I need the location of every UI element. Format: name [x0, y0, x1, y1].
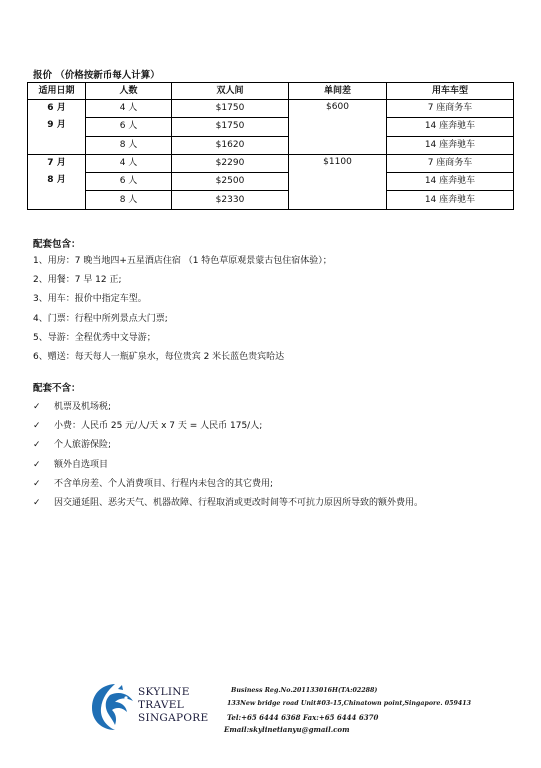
list-item [33, 475, 423, 494]
list-item-text: 额外自选项目 [54, 459, 109, 470]
single-supplement-cell: $1100 [289, 154, 387, 209]
check-icon: ✓ [33, 459, 41, 470]
month-label: 7 月 [47, 157, 66, 168]
header-people: 人数 [86, 83, 172, 100]
list-item: 6、赠送：每天每人一瓶矿泉水，每位贵宾 2 米长蓝色贵宾哈达 [33, 351, 285, 362]
table-row [28, 173, 514, 191]
brand-name [138, 686, 208, 725]
business-reg: Business Reg.No.201133016H(TA:02288) [231, 687, 378, 694]
double-price-cell: $1750 [172, 100, 289, 118]
header-vehicle: 用车车型 [387, 83, 514, 100]
check-icon: ✓ [33, 440, 41, 451]
double-price-cell: $1620 [172, 136, 289, 154]
list-item [33, 436, 423, 455]
date-cell [28, 100, 86, 155]
vehicle-cell: 7 座商务车 [387, 100, 514, 118]
email: Email:skylinetianyu@gmail.com [224, 725, 350, 734]
price-table [27, 82, 514, 210]
header-single-supplement: 单间差 [289, 83, 387, 100]
list-item [33, 417, 423, 436]
brand-line: SKYLINE [138, 686, 190, 698]
list-item [33, 494, 423, 513]
included-list [33, 252, 332, 367]
excluded-heading: 配套不含： [33, 383, 81, 394]
double-price-cell: $2290 [172, 154, 289, 172]
table-row [28, 118, 514, 136]
header-date: 适用日期 [28, 83, 86, 100]
people-cell: 8 人 [86, 191, 172, 209]
table-header-row [28, 83, 514, 100]
list-item [33, 398, 423, 417]
skyline-logo-icon [88, 681, 142, 733]
month-label: 6 月 [47, 103, 66, 113]
address: 133New bridge road Unit#03-15,Chinatown point,Singapore. 059413 [227, 700, 472, 707]
included-heading: 配套包含： [33, 239, 81, 250]
date-cell [28, 154, 86, 209]
brand-line: SINGAPORE [138, 712, 209, 724]
list-item-text: 个人旅游保险; [54, 440, 112, 451]
people-cell: 4 人 [86, 154, 172, 172]
single-supplement-cell: $600 [289, 100, 387, 155]
list-item: 1、用房：7 晚当地四+五星酒店住宿 （1 特色草原观景蒙古包住宿体验）； [33, 256, 332, 266]
list-item: 2、用餐：7 早 12 正; [33, 275, 122, 286]
list-item: 5、导游：全程优秀中文导游； [33, 332, 156, 343]
check-icon: ✓ [33, 421, 41, 432]
price-title: 报价 （价格按新币每人计算） [33, 70, 160, 81]
list-item-text: 不含单房差、个人消费项目、行程内未包含的其它费用; [54, 478, 274, 489]
vehicle-cell: 14 座奔驰车 [387, 118, 514, 136]
vehicle-cell: 14 座奔驰车 [387, 136, 514, 154]
list-item-text: 机票及机场税; [54, 402, 112, 412]
double-price-cell: $2330 [172, 191, 289, 209]
check-icon: ✓ [33, 478, 41, 489]
check-icon: ✓ [33, 402, 41, 412]
phone-fax: Tel:+65 6444 6368 Fax:+65 6444 6370 [227, 713, 379, 722]
people-cell: 8 人 [86, 136, 172, 154]
vehicle-cell: 14 座奔驰车 [387, 173, 514, 191]
brand-line: TRAVEL [138, 699, 184, 711]
vehicle-cell: 7 座商务车 [387, 154, 514, 172]
month-label: 9 月 [47, 120, 66, 131]
list-item [33, 456, 423, 475]
double-price-cell: $1750 [172, 118, 289, 136]
table-row [28, 100, 514, 118]
people-cell: 6 人 [86, 118, 172, 136]
table-row [28, 191, 514, 209]
excluded-list [33, 398, 423, 513]
list-item: 4、门票：行程中所列景点大门票; [33, 313, 168, 324]
double-price-cell: $2500 [172, 173, 289, 191]
check-icon: ✓ [33, 497, 41, 508]
month-label: 8 月 [47, 175, 66, 186]
list-item-text: 小费：人民币 25 元/人/天 x 7 天 = 人民币 175/人; [54, 421, 263, 432]
people-cell: 4 人 [86, 100, 172, 118]
people-cell: 6 人 [86, 173, 172, 191]
table-row [28, 154, 514, 172]
table-row [28, 136, 514, 154]
vehicle-cell: 14 座奔驰车 [387, 191, 514, 209]
list-item: 3、用车：报价中指定车型。 [33, 294, 147, 305]
list-item-text: 因交通延阻、恶劣天气、机器故障、行程取消或更改时间等不可抗力原因所导致的额外费用。 [54, 497, 424, 508]
header-double-room: 双人间 [172, 83, 289, 100]
